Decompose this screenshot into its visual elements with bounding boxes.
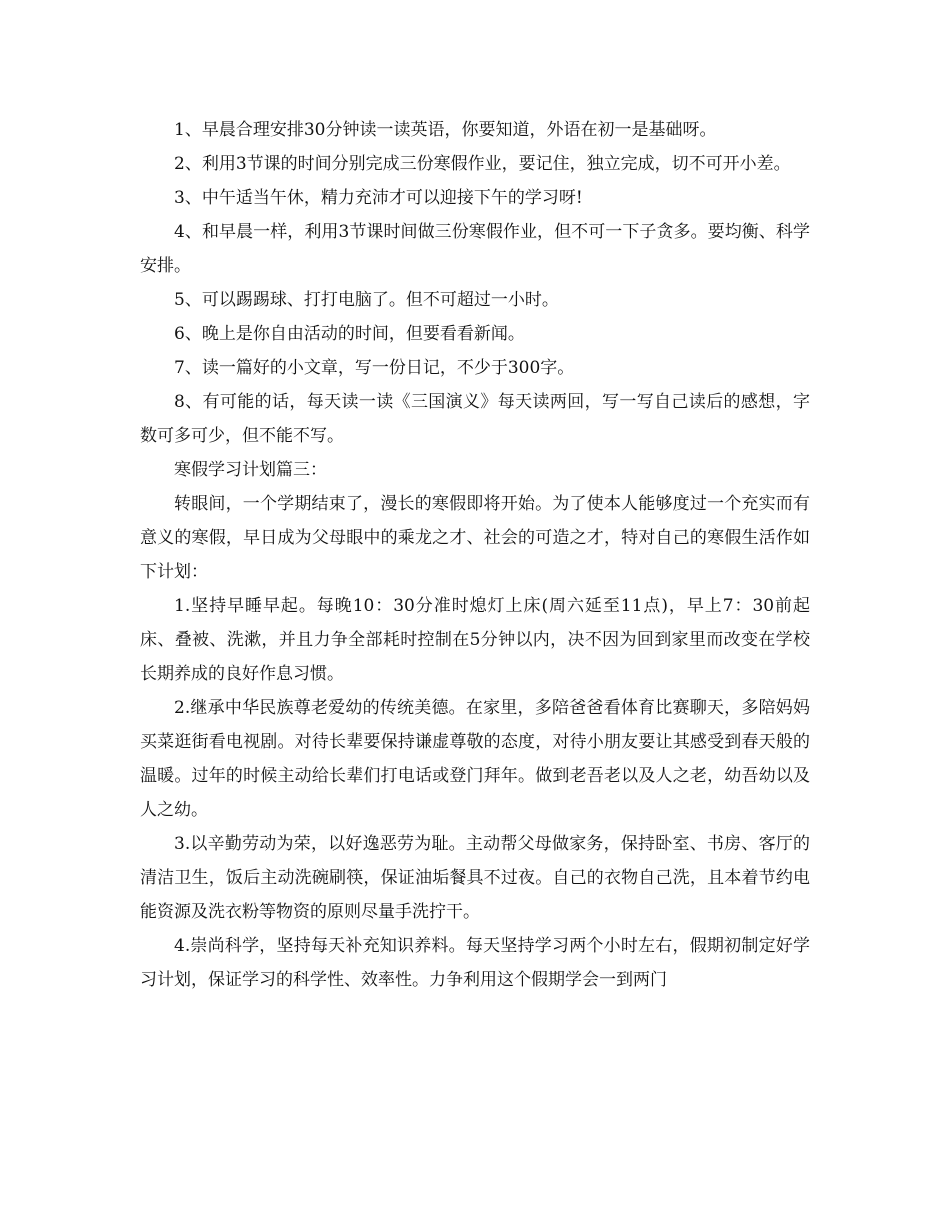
paragraph-item-1: 1、早晨合理安排30分钟读一读英语，你要知道，外语在初一是基础呀。 — [174, 120, 717, 140]
paragraph-item-7: 7、读一篇好的小文章，写一份日记，不少于300字。 — [174, 358, 575, 378]
plan-item-3: 3.以辛勤劳动为荣，以好逸恶劳为耻。主动帮父母做家务，保持卧室、书房、客厅的清洁卫生，饭后主动洗碗刷筷，保证油垢餐具不过夜。自己的衣物自己洗，且本着节约电能资源及洗衣粉等物资的原则尽量手洗拧干。 — [140, 834, 810, 922]
section-heading: 寒假学习计划篇三： — [174, 460, 327, 480]
paragraph-item-5: 5、可以踢踢球、打打电脑了。但不可超过一小时。 — [174, 290, 559, 310]
intro-paragraph: 转眼间，一个学期结束了，漫长的寒假即将开始。为了使本人能够度过一个充实而有意义的寒假，早日成为父母眼中的乘龙之才、社会的可造之才，特对自己的寒假生活作如下计划： — [140, 494, 810, 582]
plan-item-4: 4.崇尚科学，坚持每天补充知识养料。每天坚持学习两个小时左右，假期初制定好学习计划，保证学习的科学性、效率性。力争利用这个假期学会一到两门 — [140, 936, 810, 990]
plan-item-1: 1.坚持早睡早起。每晚10：30分准时熄灯上床(周六延至11点)，早上7：30前起床、叠被、洗漱，并且力争全部耗时控制在5分钟以内，决不因为回到家里而改变在学校长期养成的良好作息习惯。 — [140, 596, 810, 684]
paragraph-item-8: 8、有可能的话，每天读一读《三国演义》每天读两回，写一写自己读后的感想，字数可多可少，但不能不写。 — [140, 392, 810, 446]
document-body — [140, 113, 810, 997]
paragraph-item-4: 4、和早晨一样，利用3节课时间做三份寒假作业，但不可一下子贪多。要均衡、科学安排。 — [140, 222, 810, 276]
plan-item-2: 2.继承中华民族尊老爱幼的传统美德。在家里，多陪爸爸看体育比赛聊天，多陪妈妈买菜逛街看电视剧。对待长辈要保持谦虚尊敬的态度，对待小朋友要让其感受到春天般的温暖。过年的时候主动给长辈们打电话或登门拜年。做到老吾老以及人之老，幼吾幼以及人之幼。 — [140, 698, 810, 820]
paragraph-item-2: 2、利用3节课的时间分别完成三份寒假作业，要记住，独立完成，切不可开小差。 — [174, 154, 791, 174]
paragraph-item-6: 6、晚上是你自由活动的时间，但要看看新闻。 — [174, 324, 525, 344]
paragraph-item-3: 3、中午适当午休，精力充沛才可以迎接下午的学习呀! — [174, 188, 583, 208]
